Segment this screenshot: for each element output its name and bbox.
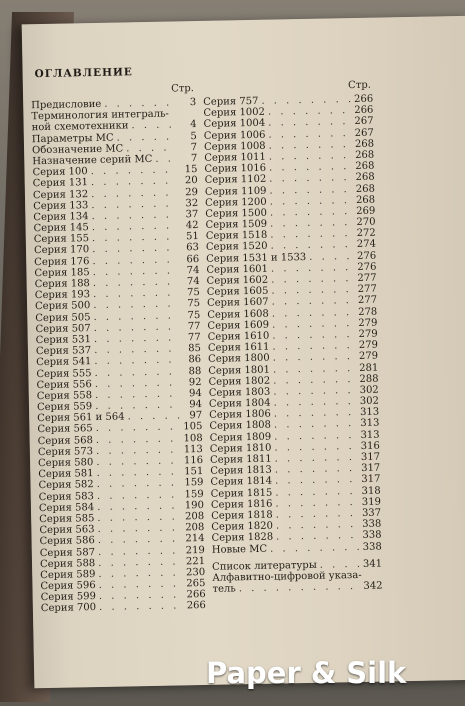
toc-entry-label: Серия 1004: [203, 118, 266, 131]
toc-entry-page: 266: [186, 589, 206, 601]
toc-entry-label: Серия 1520: [205, 241, 268, 254]
toc-entry-page: 15: [184, 164, 198, 176]
toc-entry-page: 20: [184, 175, 198, 187]
toc-entry-page: 274: [356, 239, 377, 251]
book-page: [22, 16, 465, 689]
toc-entry-page: 268: [355, 194, 376, 206]
toc-entry-label: Серия 558: [36, 389, 93, 403]
toc-entry-label: Серия 1006: [203, 129, 266, 142]
toc-entry-label: Параметры МС: [31, 132, 114, 145]
toc-entry-label: Серия 170: [33, 244, 90, 257]
toc-entry-label: Серия 1806: [209, 408, 271, 422]
leader-dots: [239, 581, 360, 595]
toc-left-list: [31, 97, 206, 615]
toc-entry-label: Серия 541: [36, 356, 92, 369]
toc-entry-label: Серия 1500: [205, 207, 268, 220]
toc-entry-label: Серия 131: [32, 177, 89, 190]
toc-entry: [212, 541, 382, 555]
toc-entry-page: 230: [186, 566, 206, 579]
toc-entry-page: 269: [356, 205, 376, 217]
toc-entry-page: 281: [359, 362, 379, 374]
toc-entry-page: 338: [362, 529, 382, 542]
toc-entry-page: 276: [357, 261, 377, 273]
toc-entry-page: 267: [354, 127, 374, 139]
toc-entry-page: 7: [190, 141, 198, 153]
toc-entry-label: Серия 537: [35, 345, 92, 358]
toc-entry-label: Серия 1531 и 1533: [206, 251, 307, 265]
toc-entry-page: 108: [183, 432, 203, 444]
leader-dots: [155, 153, 174, 165]
toc-entry-label: Серия 586: [39, 535, 95, 548]
toc-entry-page: 159: [184, 488, 204, 500]
toc-entry-page: 105: [183, 421, 203, 433]
toc-entry-label: Серия 559: [36, 401, 93, 414]
toc-entry-label: Серия 565: [37, 423, 93, 436]
toc-entry-label: Серия 500: [34, 300, 91, 313]
toc-entry-label: Серия 1828: [211, 531, 274, 545]
toc-entry-label: Серия 1809: [209, 431, 272, 444]
toc-entry-page: 74: [186, 276, 200, 288]
toc-entry-label: Серия 568: [37, 434, 93, 447]
toc-entry-label: Серия 1811: [209, 453, 272, 466]
toc-entry-label: ной схемотехники: [31, 120, 129, 134]
toc-entry-page: 268: [355, 160, 375, 173]
toc-entry-page: 279: [358, 317, 378, 329]
toc-back-matter: [212, 558, 383, 595]
toc-entry-page: 75: [187, 309, 201, 321]
toc-entry-label: тель: [212, 583, 236, 595]
toc-entry-label: Серия 1102: [204, 174, 267, 187]
toc-entry-page: 318: [361, 485, 381, 497]
toc-entry-page: 317: [361, 462, 381, 475]
toc-entry-label: Серия 133: [33, 199, 89, 212]
toc-right-list: [203, 94, 382, 556]
toc-entry-page: 4: [190, 119, 197, 131]
toc-entry-label: Серия 1601: [206, 263, 269, 276]
leader-dots: [270, 542, 359, 555]
toc-entry-label: Серия 583: [38, 490, 95, 503]
toc-entry-page: 338: [362, 518, 382, 531]
toc-entry-label: Серия 587: [39, 546, 96, 559]
toc-entry-page: 277: [357, 294, 378, 307]
toc-entry-label: Серия 573: [37, 445, 94, 458]
toc-entry-page: 272: [356, 227, 376, 240]
toc-entry-label: Серия 1808: [209, 420, 272, 433]
toc-entry-page: 74: [186, 264, 200, 277]
toc-entry-label: Серия 589: [40, 568, 96, 581]
leader-dots: [126, 142, 174, 154]
toc-entry-page: 208: [184, 510, 205, 523]
toc-entry-page: 92: [188, 376, 202, 388]
toc-entry-page: 313: [360, 429, 380, 441]
toc-entry-label: Серия 582: [38, 479, 94, 492]
toc-entry-page: 37: [185, 208, 199, 221]
toc-entry-label: Серия 757: [203, 95, 259, 108]
toc-entry-page: 75: [187, 287, 200, 299]
toc-entry-page: 277: [357, 272, 377, 284]
toc-entry-label: Серия 1200: [205, 196, 267, 209]
toc-entry-label: Серия 155: [33, 233, 90, 246]
toc-entry-label: Серия 1611: [207, 341, 270, 354]
toc-entry-label: Серия 1816: [210, 498, 273, 511]
toc-entry-label: Предисловие: [31, 98, 102, 112]
toc-entry-label: Серия 193: [34, 289, 91, 302]
toc-entry-label: Серия 1016: [204, 162, 267, 176]
toc-entry-page: 113: [183, 443, 203, 456]
toc-entry-label: Серия 1818: [211, 509, 273, 522]
toc-entry-page: 319: [361, 496, 382, 508]
toc-entry-page: 190: [184, 499, 205, 512]
toc-entry-label: Серия 1518: [205, 229, 268, 243]
page-column-header: Стр.: [171, 83, 195, 95]
toc-entry-label: Серия 1605: [206, 285, 269, 299]
toc-entry-label: Серия 176: [34, 255, 90, 268]
toc-entry-page: 279: [358, 328, 378, 340]
toc-entry-page: 277: [357, 283, 377, 296]
page-column-header: Стр.: [348, 79, 372, 92]
toc-entry-page: 85: [188, 343, 202, 355]
toc-entry-label: Серия 563: [39, 524, 95, 537]
toc-entry-label: Серия 145: [33, 222, 89, 235]
toc-entry-label: Серия 1800: [208, 352, 270, 366]
toc-entry-label: Серия 1814: [210, 476, 273, 489]
toc-entry-page: 51: [185, 231, 199, 243]
leader-dots: [99, 601, 183, 614]
toc-entry-page: 288: [359, 373, 379, 385]
leader-dots: [131, 120, 173, 132]
toc-entry-label: Серия 531: [35, 334, 92, 347]
toc-entry-label: Список литературы: [212, 559, 317, 573]
toc-entry-label: Серия 1815: [210, 487, 273, 500]
toc-entry-page: 77: [187, 331, 201, 344]
toc-entry-page: 77: [187, 320, 201, 332]
toc-entry-page: 97: [189, 410, 203, 422]
toc-entry-page: 268: [355, 149, 375, 161]
toc-entry-label: Серия 700: [40, 602, 97, 615]
toc-entry-page: 302: [359, 395, 380, 408]
toc-entry-page: 316: [360, 440, 380, 452]
toc-entry-page: 268: [354, 138, 375, 150]
toc-entry-page: 267: [354, 116, 374, 128]
toc-entry-page: 7: [190, 152, 198, 165]
toc-entry-page: 5: [190, 130, 197, 142]
toc-entry-page: 278: [358, 306, 378, 318]
toc-entry-page: 338: [362, 541, 382, 553]
leader-dots: [320, 559, 360, 571]
toc-entry-page: 342: [363, 580, 383, 592]
toc-entry-page: 268: [355, 171, 375, 184]
toc-entry-page: 42: [185, 220, 199, 232]
toc-entry-page: 221: [185, 555, 206, 568]
toc-entry-label: Серия 585: [39, 513, 95, 526]
toc-entry-label: Серия 588: [39, 557, 96, 570]
toc-entry-page: 265: [186, 578, 206, 590]
toc-entry-page: 208: [185, 522, 205, 534]
toc-entry-label: Серия 1820: [211, 520, 274, 533]
toc-entry-page: 63: [186, 242, 200, 254]
toc-entry-label: Серия 1803: [208, 386, 271, 399]
toc-entry-page: 116: [183, 454, 204, 467]
toc-title: ОГЛАВЛЕНИЕ: [34, 66, 133, 81]
leader-dots: [309, 251, 353, 263]
toc-entry-label: Серия 556: [36, 378, 92, 391]
toc-entry-page: 88: [188, 365, 202, 377]
toc-entry-label: Серия 599: [40, 591, 96, 604]
toc-entry-label: Серия 1608: [207, 308, 269, 321]
toc-entry-label: Серия 188: [34, 278, 90, 291]
toc-entry-label: Серия 1802: [208, 375, 271, 388]
toc-entry-label: Серия 561 и 564: [37, 411, 125, 425]
toc-entry-label: Серия 185: [34, 266, 90, 279]
toc-entry: [41, 600, 206, 614]
toc-entry-label: Серия 596: [40, 580, 96, 593]
toc-entry-page: 276: [356, 250, 377, 262]
toc-entry-page: 341: [362, 558, 383, 570]
toc-entry-label: Серия 1011: [204, 151, 266, 164]
toc-entry-page: 86: [188, 354, 202, 366]
watermark: Paper & Silk: [206, 656, 407, 690]
toc-entry-page: 266: [354, 104, 374, 117]
toc-entry-page: 266: [186, 600, 206, 612]
toc-entry-label: Серия 1813: [210, 464, 272, 478]
toc-entry-page: 279: [358, 350, 379, 363]
toc-entry-page: 317: [361, 473, 381, 486]
toc-entry-page: 94: [189, 399, 203, 411]
toc-entry-page: 159: [184, 477, 204, 489]
toc-entry-label: Серия 1008: [203, 140, 266, 153]
toc-entry-page: 29: [185, 186, 199, 198]
toc-entry-label: Серия 100: [32, 166, 88, 179]
toc-entry-label: Серия 1109: [204, 185, 267, 198]
toc-entry: [212, 581, 382, 595]
toc-entry-page: 313: [360, 418, 380, 430]
toc-entry-page: 151: [184, 466, 204, 478]
toc-entry-label: Серия 1804: [208, 397, 271, 410]
toc-entry-page: 302: [359, 384, 379, 396]
toc-entry-label: Назначение серий МС: [32, 153, 153, 168]
toc-entry-label: Серия 1810: [209, 442, 272, 455]
toc-entry-label: Серия 1002: [203, 106, 266, 120]
toc-entry-label: Серия 580: [37, 457, 94, 470]
toc-entry-page: 268: [355, 183, 375, 195]
toc-entry-page: 313: [359, 406, 380, 419]
toc-column-left: [31, 83, 206, 615]
toc-entry-label: Серия 505: [35, 311, 91, 324]
toc-entry-page: 266: [353, 93, 374, 106]
toc-entry-label: Серия 1609: [207, 319, 270, 332]
toc-entry-page: 3: [189, 97, 197, 109]
toc-entry-label: Серия 1602: [206, 274, 269, 287]
toc-entry-label: Алфавитно-цифровой указа-: [212, 569, 362, 584]
toc-entry-page: 214: [185, 533, 205, 545]
toc-entry-page: 270: [356, 216, 376, 229]
toc-entry-label: Обозначение МС: [31, 143, 124, 156]
toc-entry-label: Серия 581: [38, 468, 94, 481]
toc-entry-page: 219: [185, 544, 205, 556]
toc-entry-label: Новые МС: [211, 543, 268, 556]
toc-entry-label: Серия 584: [38, 501, 95, 514]
toc-entry-label: Серия 132: [32, 188, 89, 201]
toc-entry-label: Серия 134: [33, 211, 89, 224]
toc-entry-label: Серия 507: [35, 322, 91, 335]
toc-entry-page: 94: [188, 387, 202, 400]
toc-entry-page: 279: [358, 339, 378, 352]
toc-entry-page: 317: [360, 451, 381, 463]
toc-entry-label: Серия 1801: [208, 364, 271, 377]
toc-entry-label: Серия 1607: [206, 297, 269, 310]
toc-entry-label: Серия 1509: [205, 218, 268, 231]
toc-entry-page: 66: [186, 253, 200, 265]
toc-entry-page: 337: [361, 507, 382, 519]
toc-entry-page: 32: [185, 197, 199, 209]
toc-entry-page: 75: [187, 298, 201, 310]
toc-column-right: [203, 80, 383, 595]
toc-entry-label: Серия 555: [36, 367, 92, 380]
toc-entry-label: Серия 1610: [207, 330, 270, 343]
toc-entry-label: Терминология интеграль-: [31, 108, 169, 123]
